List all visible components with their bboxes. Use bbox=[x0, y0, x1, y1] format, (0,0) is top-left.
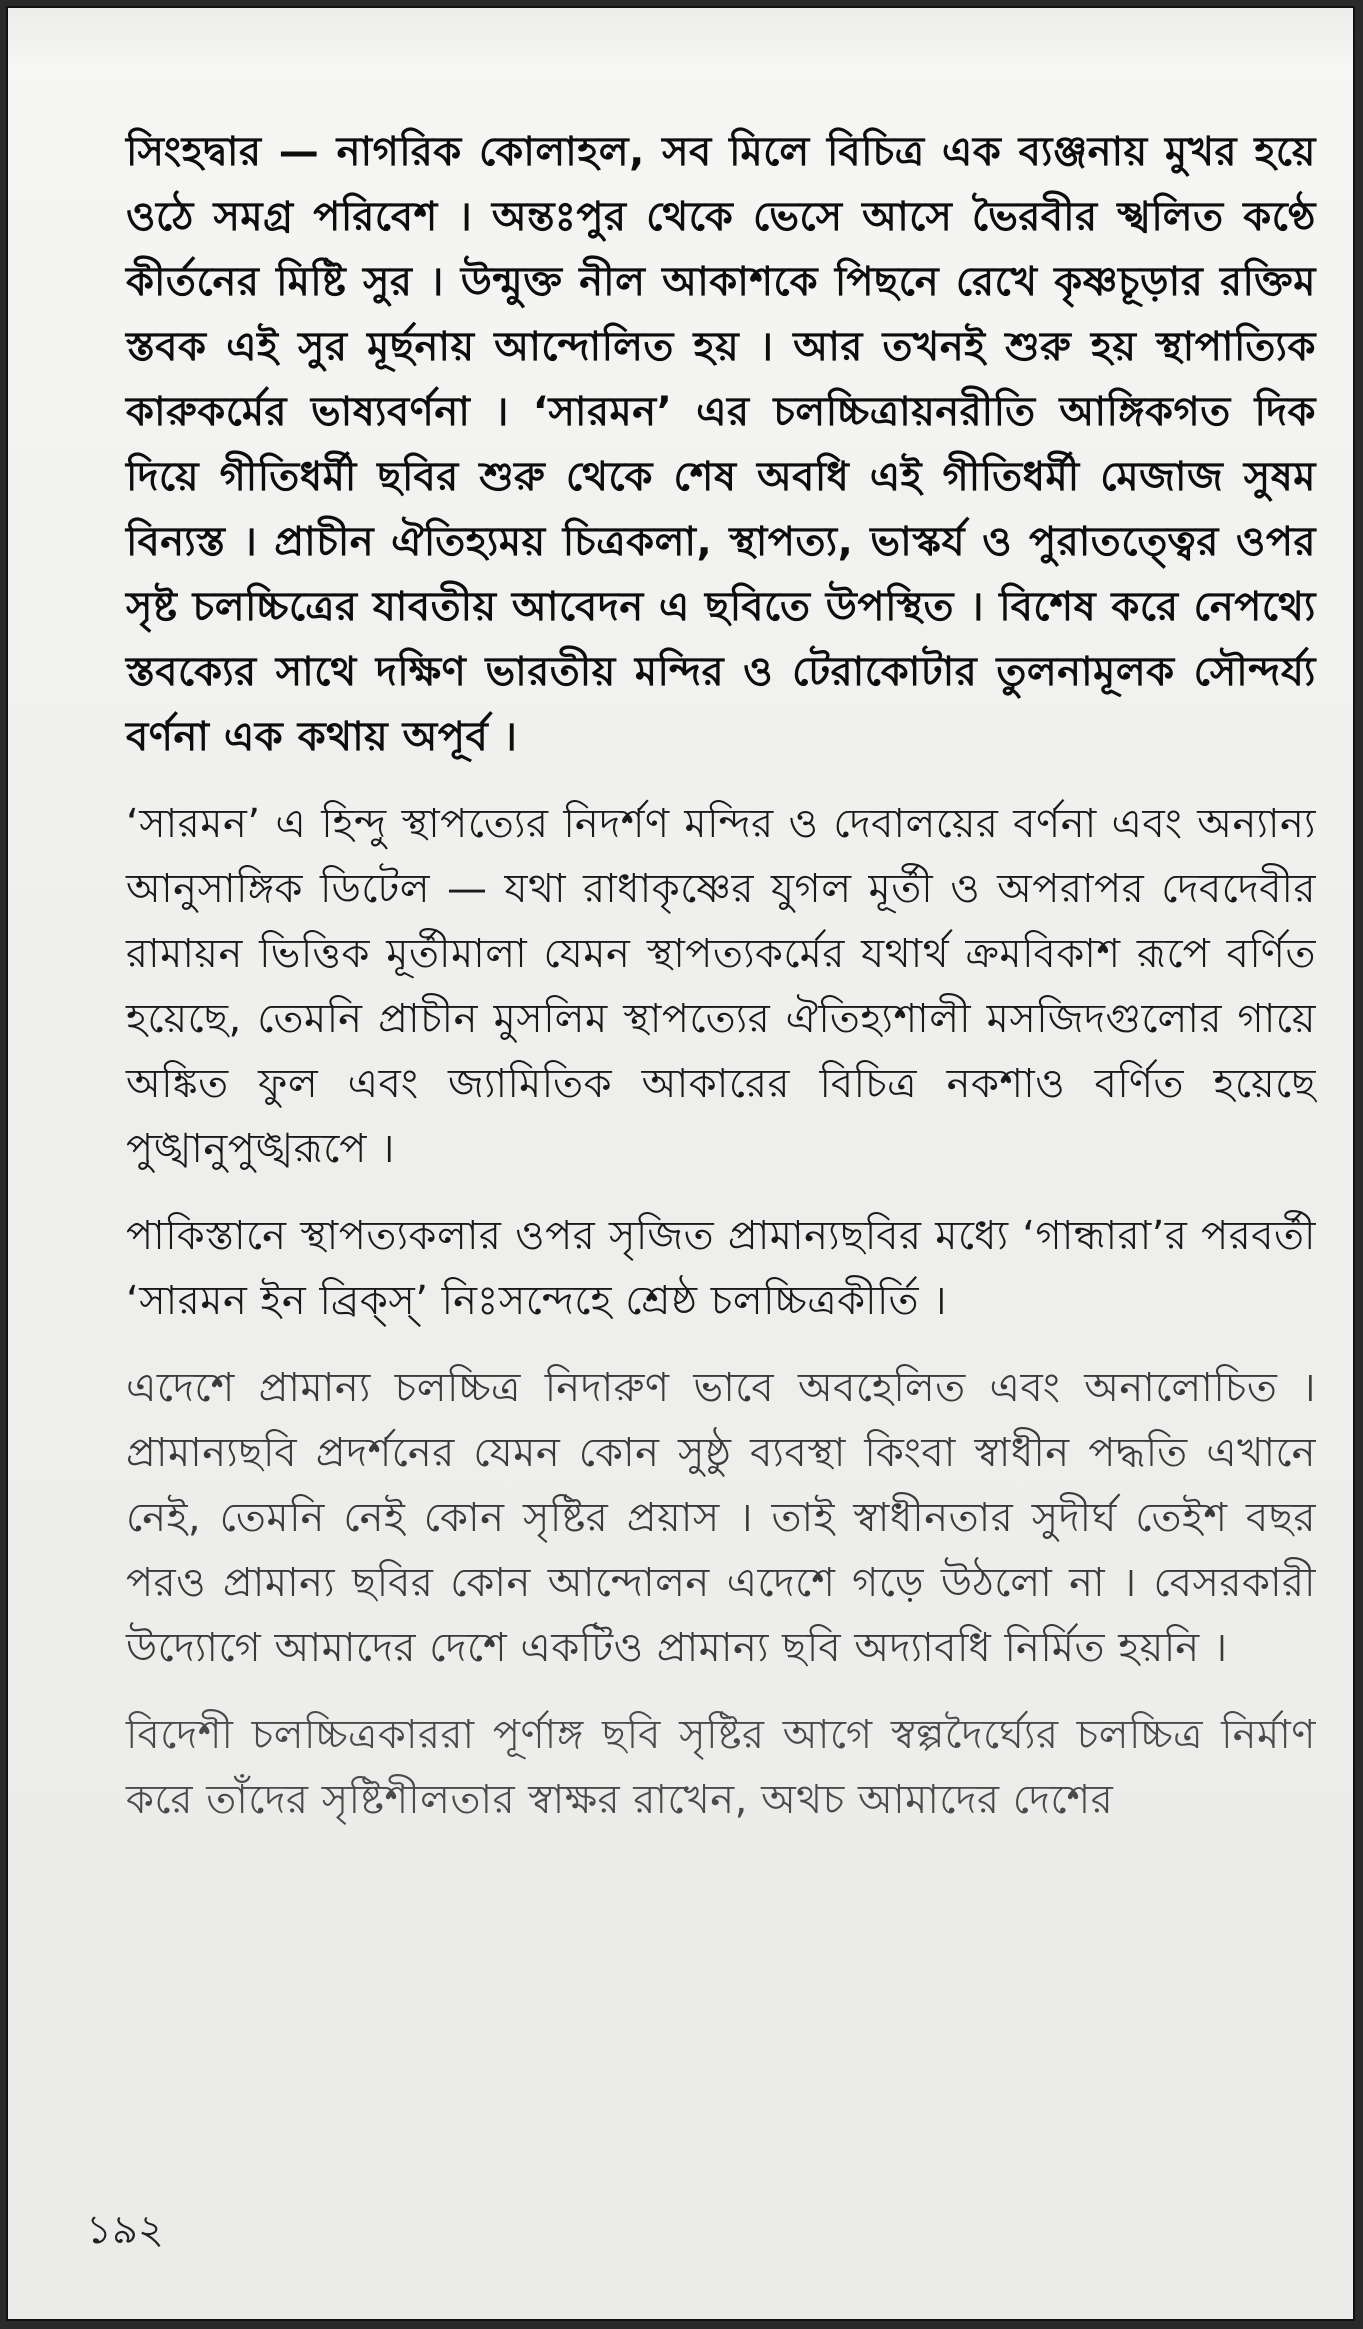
page-number: ১৯২ bbox=[86, 2207, 164, 2253]
paragraph-5: বিদেশী চলচ্চিত্রকাররা পূর্ণাঙ্গ ছবি সৃষ্টির আগে স্বল্পদৈর্ঘ্যের চলচ্চিত্র নির্মাণ করে তাঁদের সৃষ্টিশীলতার স্বাক্ষর রাখেন, অথচ আমাদের দেশের bbox=[126, 1712, 1316, 1823]
book-page bbox=[6, 6, 1355, 2321]
paragraph-3: পাকিস্তানে স্থাপত্যকলার ওপর সৃজিত প্রামান্যছবির মধ্যে ‘গান্ধারা’র পরবর্তী ‘সারমন ইন ব্রিক্‌স্’ নিঃসন্দেহে শ্রেষ্ঠ চলচ্চিত্রকীর্তি । bbox=[126, 1213, 1316, 1324]
body-text bbox=[126, 120, 1316, 1855]
page-shadow bbox=[8, 8, 1353, 68]
paragraph-1: সিংহদ্বার — নাগরিক কোলাহল, সব মিলে বিচিত্র এক ব্যঞ্জনায় মুখর হয়ে ওঠে সমগ্র পরিবেশ । অন্তঃপুর থেকে ভেসে আসে ভৈরবীর স্খলিত কণ্ঠে কীর্তনের মিষ্টি সুর । উন্মুক্ত নীল আকাশকে পিছনে রেখে কৃষ্ণচূড়ার রক্তিম স্তবক এই সুর মূর্ছনায় আন্দোলিত হয় । আর তখনই শুরু হয় স্থাপাত্যিক কারুকর্মের ভাষ্যবর্ণনা । ‘সারমন’ এর চলচ্চিত্রায়নরীতি আঙ্গিকগত দিক দিয়ে গীতিধর্মী ছবির শুরু থেকে শেষ অবধি এই গীতিধর্মী মেজাজ সুষম বিন্যস্ত । প্রাচীন ঐতিহ্যময় চিত্রকলা, স্থাপত্য, ভাস্কর্য ও পুরাতত্ত্বের ওপর সৃষ্ট চলচ্চিত্রের যাবতীয় আবেদন এ ছবিতে উপস্থিত । বিশেষ করে নেপথ্যে স্তবক্যের সাথে দক্ষিণ ভারতীয় মন্দির ও টেরাকোটার তুলনামূলক সৌন্দর্য্য বর্ণনা এক কথায় অপূর্ব । bbox=[126, 129, 1316, 760]
paragraph-2: ‘সারমন’ এ হিন্দু স্থাপত্যের নিদর্শণ মন্দির ও দেবালয়ের বর্ণনা এবং অন্যান্য আনুসাঙ্গিক ডিটেল — যথা রাধাকৃষ্ণের যুগল মূর্তী ও অপরাপর দেবদেবীর রামায়ন ভিত্তিক মূর্তীমালা যেমন স্থাপত্যকর্মের যথার্থ ক্রমবিকাশ রূপে বর্ণিত হয়েছে, তেমনি প্রাচীন মুসলিম স্থাপত্যের ঐতিহ্যশালী মসজিদগুলোর গায়ে অঙ্কিত ফুল এবং জ্যামিতিক আকারের বিচিত্র নকশাও বর্ণিত হয়েছে পুঙ্খানুপুঙ্খরূপে । bbox=[126, 801, 1316, 1172]
paragraph-4: এদেশে প্রামান্য চলচ্চিত্র নিদারুণ ভাবে অবহেলিত এবং অনালোচিত । প্রামান্যছবি প্রদর্শনের যেমন কোন সুষ্ঠু ব্যবস্থা কিংবা স্বাধীন পদ্ধতি এখানে নেই, তেমনি নেই কোন সৃষ্টির প্রয়াস । তাই স্বাধীনতার সুদীর্ঘ তেইশ বছর পরও প্রামান্য ছবির কোন আন্দোলন এদেশে গড়ে উঠলো না । বেসরকারী উদ্যোগে আমাদের দেশে একটিও প্রামান্য ছবি অদ্যাবধি নির্মিত হয়নি । bbox=[126, 1365, 1316, 1671]
